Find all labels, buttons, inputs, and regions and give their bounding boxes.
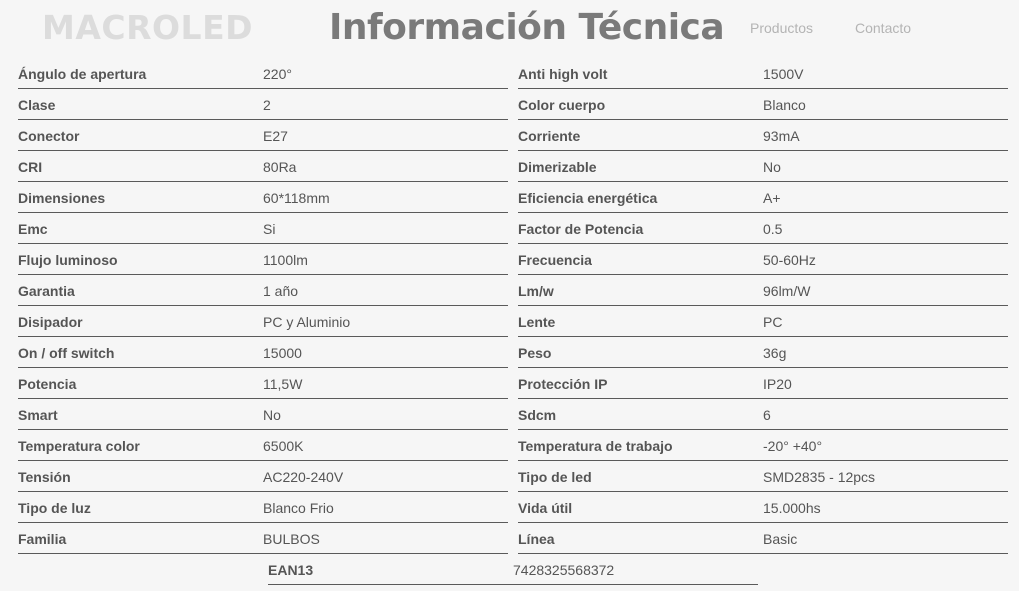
spec-row <box>18 244 1008 275</box>
spec-label: Eficiencia energética <box>518 190 658 206</box>
spec-label: On / off switch <box>18 345 115 361</box>
spec-value: PC <box>763 314 783 330</box>
spec-row-ean13 <box>268 554 758 585</box>
spec-row <box>18 182 1008 213</box>
spec-value: No <box>263 407 281 423</box>
spec-cell-right <box>518 182 1008 213</box>
spec-value: 11,5W <box>263 376 303 392</box>
spec-cell-left <box>18 492 508 523</box>
spec-label: Lm/w <box>518 283 554 299</box>
spec-value: PC y Aluminio <box>263 314 351 330</box>
spec-value: E27 <box>263 128 288 144</box>
spec-value: 7428325568372 <box>513 562 615 578</box>
spec-label: Familia <box>18 531 67 547</box>
spec-label: Tensión <box>18 469 71 485</box>
spec-cell-right <box>518 523 1008 554</box>
spec-value: 0.5 <box>763 221 783 237</box>
spec-cell-left <box>18 523 508 554</box>
page-title: Información Técnica <box>329 7 725 48</box>
spec-cell-right <box>518 430 1008 461</box>
spec-value: 6 <box>763 407 771 423</box>
spec-label: Clase <box>18 97 56 113</box>
nav-link-contacto[interactable]: Contacto <box>855 20 912 36</box>
spec-label: Color cuerpo <box>518 97 606 113</box>
spec-label: Dimensiones <box>18 190 106 206</box>
spec-value: 1500V <box>763 66 804 82</box>
spec-value: A+ <box>763 190 781 206</box>
spec-value: IP20 <box>763 376 792 392</box>
spec-value: SMD2835 - 12pcs <box>763 469 876 485</box>
spec-value: Basic <box>763 531 798 547</box>
spec-row <box>18 151 1008 182</box>
spec-cell-right <box>518 89 1008 120</box>
spec-row <box>18 120 1008 151</box>
spec-label: Disipador <box>18 314 83 330</box>
spec-value: 15.000hs <box>763 500 821 516</box>
spec-cell-left <box>18 430 508 461</box>
spec-value: Blanco Frio <box>263 500 334 516</box>
spec-row <box>18 430 1008 461</box>
spec-cell-left <box>18 368 508 399</box>
spec-label: Factor de Potencia <box>518 221 644 237</box>
spec-cell-right <box>518 337 1008 368</box>
logo[interactable]: MACROLED <box>42 8 254 47</box>
spec-label: Garantia <box>18 283 75 299</box>
spec-value: 93mA <box>763 128 800 144</box>
header <box>0 0 1019 58</box>
spec-value: 96lm/W <box>763 283 811 299</box>
spec-label: Frecuencia <box>518 252 592 268</box>
spec-label: Lente <box>518 314 556 330</box>
spec-row <box>18 306 1008 337</box>
spec-label: Flujo luminoso <box>18 252 118 268</box>
spec-cell-right <box>518 492 1008 523</box>
spec-value: 220° <box>263 66 292 82</box>
spec-cell-left <box>18 306 508 337</box>
spec-label: Potencia <box>18 376 77 392</box>
spec-value: 2 <box>263 97 271 113</box>
spec-label: Corriente <box>518 128 581 144</box>
spec-value: 1100lm <box>263 252 308 268</box>
spec-label: Emc <box>18 221 48 237</box>
spec-cell-left <box>18 151 508 182</box>
nav-link-productos[interactable]: Productos <box>750 20 814 36</box>
spec-label: Protección IP <box>518 376 608 392</box>
spec-row <box>18 461 1008 492</box>
spec-cell-left <box>18 337 508 368</box>
spec-row <box>18 275 1008 306</box>
spec-label: Ángulo de apertura <box>18 66 147 82</box>
spec-cell-right <box>518 151 1008 182</box>
spec-cell-right <box>518 58 1008 89</box>
spec-value: 80Ra <box>263 159 297 175</box>
spec-cell-right <box>518 368 1008 399</box>
spec-value: No <box>763 159 781 175</box>
spec-cell-left <box>18 461 508 492</box>
spec-value: 15000 <box>263 345 302 361</box>
spec-label: Peso <box>518 345 552 361</box>
spec-value: Si <box>263 221 276 237</box>
spec-cell-left <box>18 399 508 430</box>
spec-row <box>18 89 1008 120</box>
spec-cell-left <box>18 213 508 244</box>
spec-cell-left <box>18 89 508 120</box>
spec-cell-left <box>18 244 508 275</box>
spec-cell-right <box>518 306 1008 337</box>
spec-cell-left <box>18 58 508 89</box>
spec-label: Tipo de luz <box>18 500 91 516</box>
spec-cell-right <box>518 120 1008 151</box>
spec-cell-left <box>18 120 508 151</box>
spec-row <box>18 213 1008 244</box>
spec-row <box>18 337 1008 368</box>
spec-cell-right <box>518 244 1008 275</box>
spec-cell-right <box>518 275 1008 306</box>
spec-label: Tipo de led <box>518 469 592 485</box>
spec-cell-right <box>518 399 1008 430</box>
spec-value: 50-60Hz <box>763 252 816 268</box>
spec-value: 1 año <box>263 283 299 299</box>
spec-row <box>18 58 1008 89</box>
spec-value: Blanco <box>763 97 806 113</box>
specs-table <box>18 58 1008 554</box>
spec-row <box>18 523 1008 554</box>
spec-value: BULBOS <box>263 531 320 547</box>
spec-value: AC220-240V <box>263 469 344 485</box>
spec-row <box>18 399 1008 430</box>
spec-value: 6500K <box>263 438 304 454</box>
spec-cell-left <box>18 275 508 306</box>
spec-value: 36g <box>763 345 787 361</box>
spec-label: Temperatura de trabajo <box>518 438 673 454</box>
spec-label: Anti high volt <box>518 66 608 82</box>
spec-label: Dimerizable <box>518 159 597 175</box>
spec-label: EAN13 <box>268 562 314 578</box>
spec-cell-left <box>18 182 508 213</box>
spec-label: Temperatura color <box>18 438 140 454</box>
spec-label: Conector <box>18 128 80 144</box>
spec-row <box>18 368 1008 399</box>
spec-cell-right <box>518 213 1008 244</box>
spec-label: Línea <box>518 531 555 547</box>
spec-value: 60*118mm <box>263 190 330 206</box>
spec-label: Smart <box>18 407 58 423</box>
spec-label: Vida útil <box>518 500 573 516</box>
spec-row <box>18 492 1008 523</box>
spec-value: -20° +40° <box>763 438 823 454</box>
spec-label: CRI <box>18 159 43 175</box>
spec-cell-right <box>518 461 1008 492</box>
spec-label: Sdcm <box>518 407 557 423</box>
